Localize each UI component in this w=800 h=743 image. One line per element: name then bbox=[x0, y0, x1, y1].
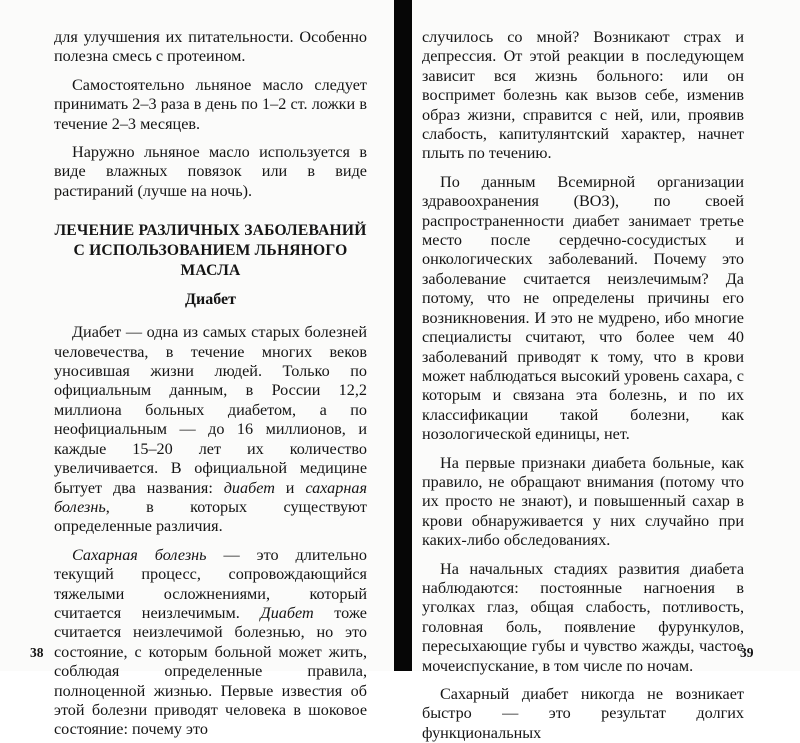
chapter-title-line: ЛЕЧЕНИЕ РАЗЛИЧНЫХ ЗАБОЛЕВАНИЙ bbox=[54, 222, 367, 240]
chapter-title bbox=[54, 221, 367, 281]
text-run: , в которых существуют определенные различия. bbox=[54, 497, 367, 536]
right-page bbox=[410, 0, 800, 742]
italic-term: сахарная болезнь bbox=[54, 478, 367, 516]
text-run: — это длительно текущий процесс, сопровождающийся тяжелыми осложнениями, который считается неизлечимым. bbox=[54, 545, 367, 622]
paragraph: Наружно льняное масло используется в виде влажных повязок или в виде растираний (лучше на ночь). bbox=[54, 143, 367, 200]
paragraph: По данным Всемирной организации здравоохранения (ВОЗ), по своей распространенности диабет занимает третье место после сердечно-сосудистых и онкологических заболеваний. Почему это заболевание считается неизлечимым? Да потому, что не определены причины его возникновения. И это не мудрено, ибо многие специалисты считают, что более чем 40 заболеваний приводят к тому, что в крови может наблюдаться высокий уровень сахара, с которым и связана эта болезнь, и по их классификации такой болезни, как нозологической единицы, нет. bbox=[422, 172, 744, 444]
paragraph: случилось со мной? Возникают страх и депрессия. От этой реакции в последующем зависит вся жизнь больного: или он воспримет болезнь как вызов себе, изменив образ жизни, справится с ней, или, проявив слабость, капитулянтский характер, начнет плыть по течению. bbox=[422, 28, 744, 163]
text-run: Диабет — одна из самых старых болезней человечества, в течение многих веков уносившая жизни людей. Только по официальным данным, в России 12,2 миллиона больных диабетом, а по неофициальным — до 16 миллионов, и каждые 15–20 лет их количество увеличивается. В официальной медицине бытует два названия: bbox=[54, 323, 367, 497]
page-number-right: 39 bbox=[740, 645, 754, 660]
paragraph: Самостоятельно льняное масло следует принимать 2–3 раза в день по 1–2 ст. ложки в течение 2–3 месяцев. bbox=[54, 75, 367, 133]
paragraph: для улучшения их питательности. Особенно полезна смесь с протеином. bbox=[54, 28, 367, 66]
text-run: тоже считается неизлечимой болезнью, но это состояние, с которым больной может жить, соблюдая определенные правила, полноценной жизнью. Первые известия об этой болезни приводят человека в шоковое состояние: почему это bbox=[54, 603, 367, 739]
left-text-column bbox=[54, 28, 367, 740]
text-run: и bbox=[274, 478, 306, 497]
section-title: Диабет bbox=[185, 291, 236, 309]
paragraph: Сахарный диабет никогда не возникает быстро — это результат долгих функциональных bbox=[422, 685, 744, 742]
right-text-column bbox=[422, 28, 744, 743]
paragraph bbox=[54, 546, 367, 740]
italic-term: диабет bbox=[223, 478, 275, 497]
italic-term: Диабет bbox=[260, 603, 314, 622]
left-page bbox=[0, 0, 396, 739]
paragraph: На первые признаки диабета больные, как правило, не обращают внимания (потому что их просто не знают), и повышенный сахар в крови обнаруживается у них случайно при каких-либо обследованиях. bbox=[422, 453, 744, 550]
paragraph: На начальных стадиях развития диабета наблюдаются: постоянные нагноения в уголках глаз, общая слабость, потливость, головная боль, появление фурункулов, пересыхающие губы и чувство жажды, частое мочеиспускание, в том числе по ночам. bbox=[422, 559, 744, 675]
chapter-title-line: С ИСПОЛЬЗОВАНИЕМ ЛЬНЯНОГО МАСЛА bbox=[73, 242, 348, 280]
italic-term: Сахарная болезнь bbox=[72, 545, 207, 564]
paragraph bbox=[54, 323, 367, 536]
page-number-left: 38 bbox=[30, 645, 44, 660]
